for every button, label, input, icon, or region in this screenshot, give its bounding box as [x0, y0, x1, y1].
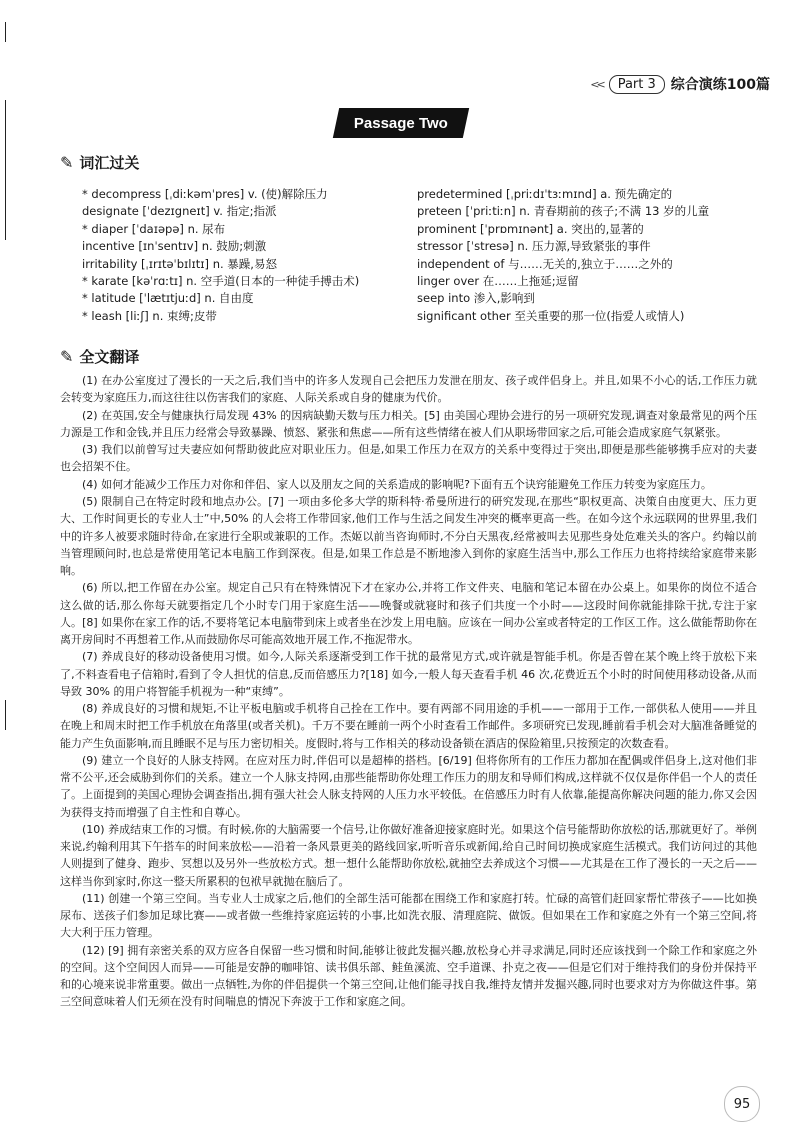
- paragraph: (4) 如何才能减少工作压力对你和伴侣、家人以及朋友之间的关系造成的影响呢?下面有五个诀窍能避免工作压力转变为家庭压力。: [82, 477, 712, 491]
- vocab-item: * leash [liːʃ] n. 束缚;皮带: [82, 308, 217, 323]
- binding-line-top: [5, 22, 6, 42]
- vocab-item: independent of 与……无关的,独立于……之外的: [417, 256, 673, 271]
- vocab-item: stressor [ˈstresə] n. 压力源,导致紧张的事件: [417, 239, 651, 254]
- part-label: Part 3: [609, 75, 665, 94]
- passage-banner: [333, 108, 469, 138]
- vocab-item: designate [ˈdezɪgneɪt] v. 指定;指派: [82, 204, 277, 219]
- paragraph: (9) 建立一个良好的人脉支持网。在应对压力时,伴侣可以是超棒的搭档。[6/19] 但将你所有的工作压力都加在配偶或伴侣身上,这对他们非常不公平,还会威胁到你们的关系。建立一个人脉支持网,由那些能帮助你处理工作压力的朋友和导师们构成,这样就不仅仅是你伴侣一个人的责任了。上面提到的美国心理协会调查指出,拥有强大社会人脉支持网的人压力水平较低。在倍感压力时有人依靠,能提高你解决问题的能力,你又会因为获得支持而增强了自主性和自尊心。: [60, 753, 757, 819]
- paragraph: (1) 在办公室度过了漫长的一天之后,我们当中的许多人发现自己会把压力发泄在朋友、孩子或伴侣身上。并且,如果不小心的话,工作压力就会转变为家庭压力,而这往往以伤害我们的家庭、人际关系或自身的健康为代价。: [60, 374, 757, 405]
- vocab-heading: [60, 152, 139, 173]
- vocab-heading-text: 词汇过关: [79, 154, 140, 172]
- vocab-item: * latitude [ˈlætɪtjuːd] n. 自由度: [82, 291, 254, 306]
- section-title: 综合演练100篇: [670, 77, 770, 93]
- pencil-icon: ✎: [60, 347, 74, 366]
- translation-heading: [60, 346, 139, 367]
- pencil-icon: ✎: [60, 153, 74, 172]
- translation-heading-text: 全文翻译: [79, 348, 140, 366]
- vocab-item: significant other 至关重要的那一位(指爱人或情人): [417, 308, 685, 323]
- passage-title: Passage Two: [354, 114, 448, 132]
- vocab-item: * decompress [ˌdiːkəmˈpres] v. (使)解除压力: [82, 187, 328, 201]
- binding-line-mid: [5, 100, 6, 240]
- page-header: [590, 74, 770, 94]
- vocab-item: prominent [ˈprɒmɪnənt] a. 突出的,显著的: [417, 221, 644, 236]
- translation-body: [60, 372, 757, 1011]
- paragraph: (3) 我们以前曾写过夫妻应如何帮助彼此应对职业压力。但是,如果工作压力在双方的关系中变得过于突出,即便是那些能够携手应对的夫妻也会招架不住。: [60, 443, 757, 474]
- vocab-item: preteen [ˈpriːtiːn] n. 青春期前的孩子;不满 13 岁的儿童: [417, 204, 710, 219]
- chevron-icon: <<: [590, 77, 603, 91]
- paragraph: (10) 养成结束工作的习惯。有时候,你的大脑需要一个信号,让你做好准备迎接家庭时光。如果这个信号能帮助你放松的话,那就更好了。举例来说,约翰利用其下午搭车的时间来放松——沿着一条风景更美的路线回家,听听音乐或新闻,给自己时间切换成家庭生活模式。我们访问过的其他人则提到了健身、跑步、冥想以及另外一些放松方式。想一想什么能帮助你放松,就抽空去养成这个习惯——尤其是在工作了漫长的一天之后——这样当你到家时,你这一整天所累积的包袱早就抛在脑后了。: [60, 822, 757, 888]
- paragraph: (6) 所以,把工作留在办公室。规定自己只有在特殊情况下才在家办公,并将工作文件夹、电脑和笔记本留在办公桌上。如果你的岗位不适合这么做的话,那么你每天就要指定几个小时专门用于家庭生活——晚餐或就寝时和孩子们共度一个小时——这段时间你就能排除干扰,专注于家人。[8] 如果你在家工作的话,不要将笔记本电脑带到床上或者坐在沙发上用电脑。应该在一间办公室或者特定的工作区工作。这么做能帮助你在离开房间时不再想着工作,从而鼓励你尽可能高效地开展工作,不拖泥带水。: [60, 581, 757, 646]
- binding-line-low: [5, 700, 6, 730]
- page-number: 95: [724, 1086, 760, 1122]
- vocab-item: * diaper [ˈdaɪəpə] n. 尿布: [82, 221, 226, 236]
- vocab-item: irritability [ˌɪrɪtəˈbɪlɪtɪ] n. 暴躁,易怒: [82, 256, 277, 271]
- vocab-item: predetermined [ˌpriːdɪˈtɜːmɪnd] a. 预先确定的: [417, 187, 673, 201]
- vocab-list: [82, 186, 772, 325]
- paragraph: (11) 创建一个第三空间。当专业人士成家之后,他们的全部生活可能都在围绕工作和家庭打转。忙碌的高管们赶回家帮忙带孩子——比如换尿布、送孩子们参加足球比赛——或者做一些维持家庭运转的小事,比如洗衣服、清理庭院、做饭。但如果在工作和家庭之外有一个第三空间,将大大利于压力管理。: [60, 891, 757, 940]
- vocab-item: incentive [ɪnˈsentɪv] n. 鼓励;刺激: [82, 239, 267, 254]
- paragraph: (12) [9] 拥有亲密关系的双方应各自保留一些习惯和时间,能够让彼此发掘兴趣,放松身心并寻求满足,同时还应该找到一个除工作和家庭之外的空间。这个空间因人而异——可能是安静的咖啡馆、读书俱乐部、鲑鱼溪流、空手道课、扑克之夜——但是它们对于维持我们的身份并保持平和的心境来说非常重要。做出一点牺牲,为你的伴侣提供一个第三空间,让他们能寻找自我,维持友情并发掘兴趣,同时也要求对方为你做这件事。第三空间意味着人们无须在没有时间喘息的情况下奔波于工作和家庭之间。: [60, 943, 757, 1009]
- vocab-item: linger over 在……上拖延;逗留: [417, 274, 579, 289]
- paragraph: (8) 养成良好的习惯和规矩,不让平板电脑或手机将自己拴在工作中。要有两部不同用途的手机——一部用于工作,一部供私人使用——并且在晚上和周末时把工作手机放在角落里(或者关机)。千万不要在睡前一两个小时查看工作邮件。多项研究已发现,睡前看手机会对大脑准备睡觉的能力产生负面影响,而且睡眠不足与压力密切相关。度假时,将与工作相关的移动设备锁在酒店的保险箱里,只按预定的次数查看。: [60, 702, 757, 750]
- paragraph: (5) 限制自己在特定时段和地点办公。[7] 一项由多伦多大学的斯科特·希曼所进行的研究发现,在那些“职权更高、决策自由度更大、压力更大、工作时间更长的专业人士”中,50% 的人会将工作带回家,他们工作与生活之间发生冲突的概率更高一些。在如今这个永远联网的世界里,我们中的许多人被要求随时待命,在家进行全职或兼职的工作。杰姬以前当咨询师时,不分白天黑夜,经常被叫去见那些身处危难关头的客户。约翰以前当管理顾问时,也总是常使用笔记本电脑工作到深夜。但是,如果工作总是不断地渗入到你的家庭生活当中,那么工作压力也将持续给家庭带来影响。: [60, 495, 757, 577]
- paragraph: (7) 养成良好的移动设备使用习惯。如今,人际关系逐渐受到工作干扰的最常见方式,或许就是智能手机。你是否曾在某个晚上终于放松下来了,不料查看电子信箱时,看到了令人担忧的信息,反而倍感压力?[18] 如今,一般人每天查看手机 46 次,花费近五个小时的时间使用移动设备,从而导致 30% 的用户将智能手机视为一种“束缚”。: [60, 650, 757, 698]
- vocab-item: * karate [kəˈrɑːtɪ] n. 空手道(日本的一种徒手搏击术): [82, 274, 360, 289]
- paragraph: (2) 在英国,安全与健康执行局发现 43% 的因病缺勤天数与压力相关。[5] 由美国心理协会进行的另一项研究发现,调查对象最常见的两个压力源是工作和金钱,并且压力经常会导致暴躁、愤怒、紧张和焦虑——所有这些情绪在被人们从职场带回家之后,可能会造成家庭气氛紧张。: [60, 408, 757, 439]
- vocab-item: seep into 渗入,影响到: [417, 291, 535, 306]
